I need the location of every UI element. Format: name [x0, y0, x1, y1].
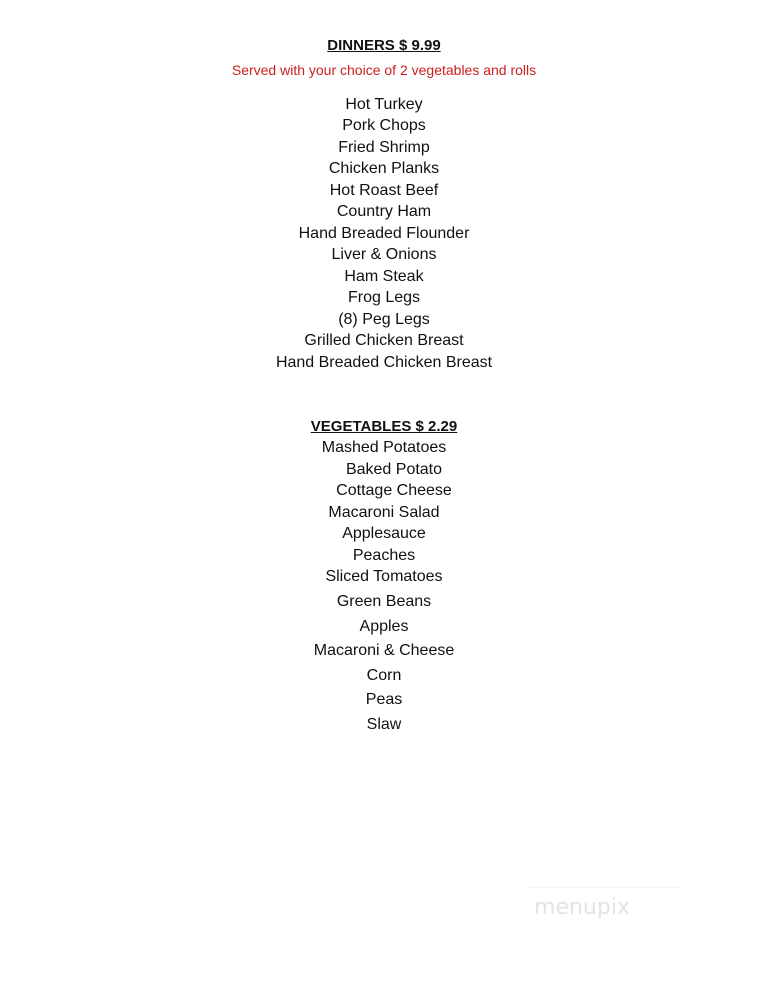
- dinner-item: Country Ham: [336, 203, 432, 220]
- dinner-item: (8) Peg Legs: [338, 311, 430, 328]
- dinner-item: Grilled Chicken Breast: [304, 332, 464, 349]
- vegetable-item: Slaw: [366, 716, 402, 733]
- vegetable-item: Cottage Cheese: [336, 482, 452, 499]
- dinners-subtitle: Served with your choice of 2 vegetables and rolls: [231, 62, 537, 78]
- dinner-item: Ham Steak: [344, 268, 424, 285]
- dinner-item: Hand Breaded Flounder: [298, 225, 470, 242]
- watermark-rule: [530, 877, 680, 888]
- vegetable-item: Sliced Tomatoes: [325, 568, 443, 585]
- dinner-item: Chicken Planks: [328, 160, 440, 177]
- dinner-item: Hot Turkey: [345, 96, 423, 113]
- menupix-watermark: menupix: [534, 895, 630, 920]
- vegetable-item: Applesauce: [342, 525, 426, 542]
- dinner-item: Hand Breaded Chicken Breast: [275, 354, 493, 371]
- dinner-item: Pork Chops: [342, 117, 426, 134]
- vegetable-item: Apples: [359, 618, 409, 635]
- vegetable-item: Macaroni Salad: [328, 504, 440, 521]
- vegetable-item: Green Beans: [336, 593, 432, 610]
- vegetables-heading: VEGETABLES $ 2.29: [310, 418, 458, 435]
- dinner-item: Frog Legs: [347, 289, 421, 306]
- vegetable-item: Corn: [366, 667, 402, 684]
- dinner-item: Liver & Onions: [331, 246, 437, 263]
- vegetable-item: Peas: [365, 691, 403, 708]
- dinners-heading: DINNERS $ 9.99: [327, 37, 441, 54]
- dinner-item: Fried Shrimp: [338, 139, 430, 156]
- vegetable-item: Macaroni & Cheese: [313, 642, 455, 659]
- vegetable-item: Baked Potato: [345, 461, 443, 478]
- vegetable-item: Peaches: [352, 547, 416, 564]
- dinner-item: Hot Roast Beef: [329, 182, 439, 199]
- vegetable-item: Mashed Potatoes: [321, 439, 447, 456]
